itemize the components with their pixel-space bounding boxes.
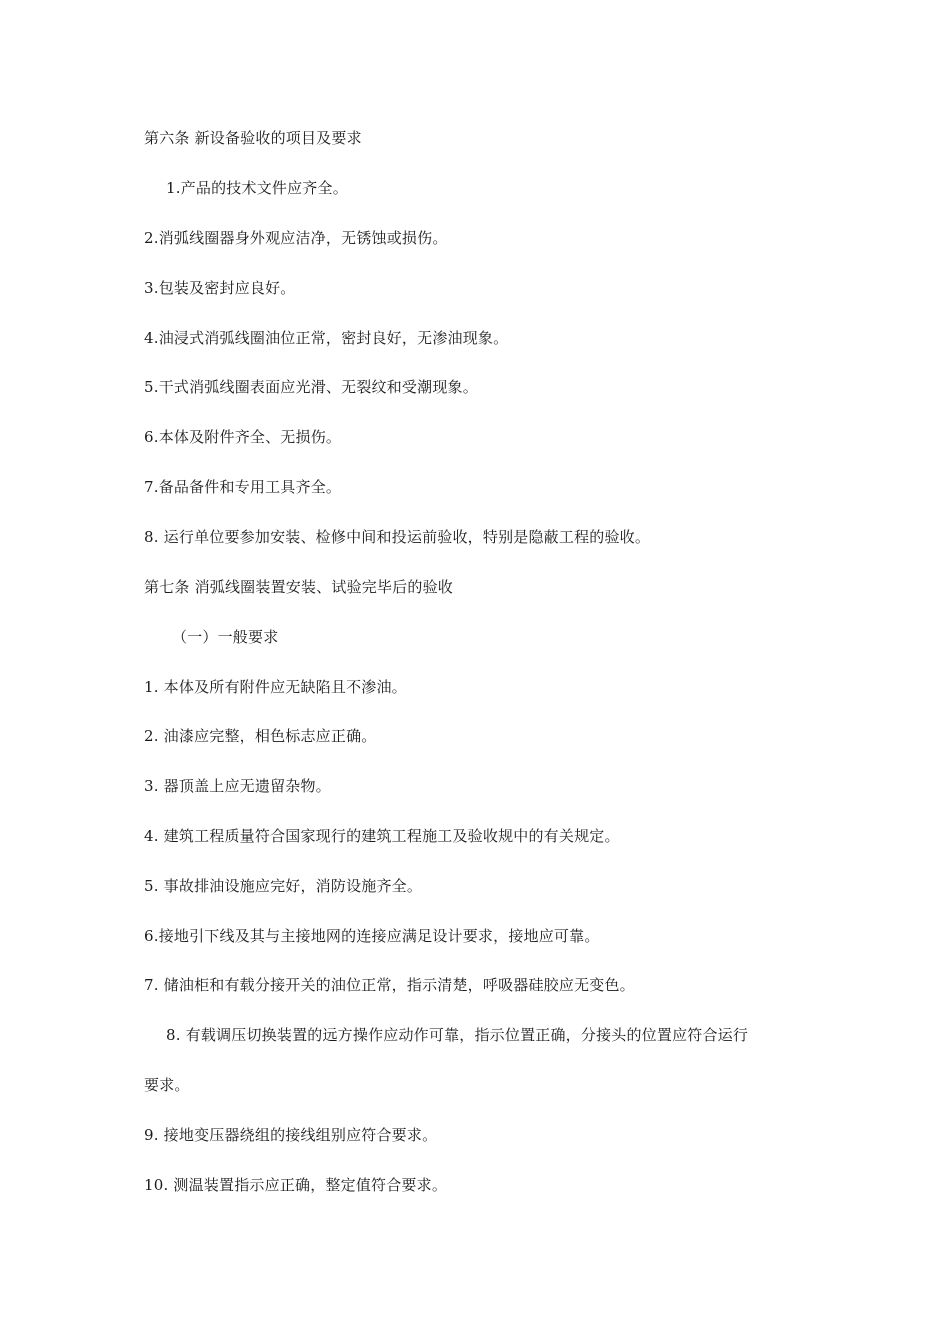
section-6-item-6: 6.本体及附件齐全、无损伤。 (144, 428, 342, 446)
section-6-item-8: 8. 运行单位要参加安装、检修中间和投运前验收，特别是隐蔽工程的验收。 (144, 528, 651, 546)
section-6-item-5: 5.干式消弧线圈表面应光滑、无裂纹和受潮现象。 (144, 378, 478, 396)
section-7-item-8-continued: 要求。 (144, 1076, 190, 1094)
section-6-item-2: 2.消弧线圈器身外观应洁净，无锈蚀或损伤。 (144, 229, 448, 247)
section-6-item-1: 1.产品的技术文件应齐全。 (166, 179, 348, 197)
section-6-title: 第六条 新设备验收的项目及要求 (144, 129, 362, 147)
section-7-item-8: 8. 有载调压切换装置的远方操作应动作可靠，指示位置正确，分接头的位置应符合运行 (166, 1026, 749, 1044)
section-7-title: 第七条 消弧线圈装置安装、试验完毕后的验收 (144, 578, 453, 596)
section-7-item-5: 5. 事故排油设施应完好，消防设施齐全。 (144, 877, 423, 895)
section-6-item-7: 7.备品备件和专用工具齐全。 (144, 478, 342, 496)
section-6-item-4: 4.油浸式消弧线圈油位正常，密封良好，无渗油现象。 (144, 329, 509, 347)
section-6-item-3: 3.包装及密封应良好。 (144, 279, 296, 297)
section-7-item-6: 6.接地引下线及其与主接地网的连接应满足设计要求，接地应可靠。 (144, 927, 600, 945)
section-7-item-9: 9. 接地变压器绕组的接线组别应符合要求。 (144, 1126, 438, 1144)
section-7-item-4: 4. 建筑工程质量符合国家现行的建筑工程施工及验收规中的有关规定。 (144, 827, 620, 845)
section-7-item-1: 1. 本体及所有附件应无缺陷且不渗油。 (144, 678, 407, 696)
section-7-item-10: 10. 测温装置指示应正确，整定值符合要求。 (144, 1176, 448, 1194)
section-7-item-7: 7. 储油柜和有载分接开关的油位正常，指示清楚，呼吸器硅胶应无变色。 (144, 976, 635, 994)
section-7-item-3: 3. 器顶盖上应无遗留杂物。 (144, 777, 331, 795)
section-7-subtitle: （一）一般要求 (172, 628, 279, 646)
section-7-item-2: 2. 油漆应完整，相色标志应正确。 (144, 727, 377, 745)
